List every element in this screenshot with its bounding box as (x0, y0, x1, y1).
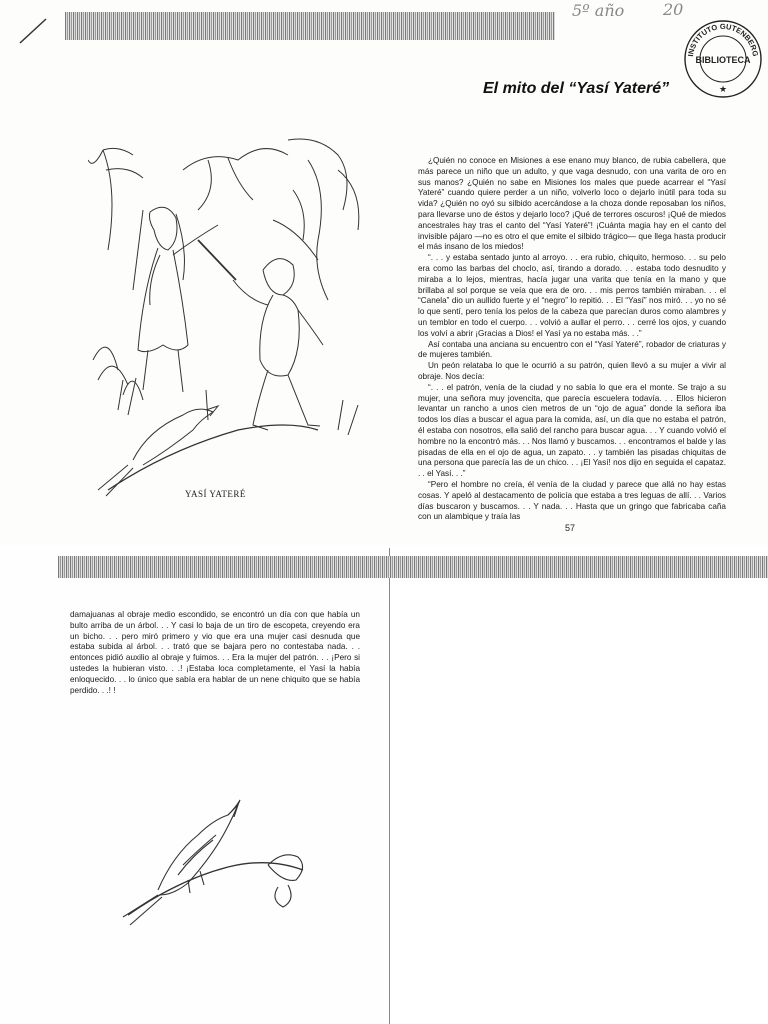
header-hatch-band (65, 12, 555, 40)
svg-text:★: ★ (718, 84, 728, 94)
stamp-ring-text: INSTITUTO GUTENBERG (686, 21, 760, 58)
stamp-center-text: BIBLIOTECA (695, 55, 751, 65)
page-edge-line (389, 548, 390, 1024)
page-number: 57 (565, 523, 576, 533)
right-column-text (418, 156, 726, 523)
header-hatch-band-lower (58, 556, 768, 578)
paragraph: “. . . y estaba sentado junto al arroyo. . . era rubio, chiquito, hermoso. . . su pelo era como las barbas del choclo, así, tirando a dorado. . . estaba todo desnudito y miraba a lo lejos, mientras, hacía jugar una varita que tenía en la mano y que brillaba al sol porque se veía que era de oro. . . mis perros también miraban. . . el “Canela” dio un aullido fuerte y el “negro” lo repitió. . . El “Yasí” nos miró. . . yo no sé lo que sentí, pero tenía los pelos de la cabeza que parecían duros como alambres y un temblor en todo el cuerpo. . . volvió a aullar el perro. . . cerré los ojos, y cuando los volví a abrir ¡Gracias a Dios! el Yasí ya no estaba más. . .” (418, 253, 726, 338)
paragraph: “Pero el hombre no creía, él venía de la ciudad y parece que allá no hay estas cosas. Y apeló al destacamento de policía que estaba a tres leguas de allí. . . Varios días buscaron y buscamos. . . Y nada. . . Hasta que un gringo que fabricaba caña con un alambique y traía las (418, 479, 726, 522)
paragraph: damajuanas al obraje medio escondido, se encontró un día con que había un bulto arriba de un árbol. . . Y casi lo baja de un tiro de escopeta, creyendo era un bicho. . . pero miró primero y vio que era una mujer casi desnuda que estaba subida al árbol. . . trató que se bajara pero no contestaba nada. . . entonces pidió auxilio al obraje y fuimos. . . Era la mujer del patrón. . . ¡Pero si ustedes la hubieran visto. . .! ¡Estaba loca completamente, el Yasí la había enloquecido. . . lo único que sabía era hablar de un nene chiquito que se había perdido. . .! ! (70, 610, 360, 695)
pen-mark (18, 15, 48, 45)
paragraph: “. . . el patrón, venía de la ciudad y no sabía lo que era el monte. Se trajo a su mujer, una señora muy jovencita, que parecía escuelera todavía. . . Ellos hicieron levantar un rancho a unos cien metros de un “ojo de agua” donde la señora iba todos los días a buscar el agua para la comida, así, un día que no estaba el patrón, él estaba con nosotros, ella salió del rancho para buscar agua. . . Y cuando volvió el hombre no la encontró más. . . Nos llamó y buscamos. . . encontramos el balde y las pisadas de ella en el ojo de agua, un zapato. . . y también las pisadas chiquitas de una persona que parecía las de un chico. . . ¡El Yasí! nos dijo en seguida el capataz. . . el Yasí. . .” (418, 382, 726, 479)
paragraph: Un peón relataba lo que le ocurrió a su patrón, quien llevó a su mujer a vivir al obraje. Nos decía: (418, 361, 726, 381)
paragraph: ¿Quién no conoce en Misiones a ese enano muy blanco, de rubia cabellera, que más parece un niño que un adulto, y que vaga desnudo, con una varita de oro en sus manos? ¿Quién no sabe en Misiones los males que puede acarrear el “Yasí Yateré” cuando quiere perder a un niño, volverlo loco o dejarlo inútil para toda su vida? ¿Quién no oyó su silbido acercándose a la choza donde reposaban los niños, para llevarse uno de éstos y dejarlo loco? ¡Qué de terrores oscuros! ¡Qué de miedos ancestrales hay tras el canto del “Yasí Yateré”! ¡Cuánta magia hay en el canto del invisible pájaro —no es otro el que emite el silbido trágico— que llega hasta producir el más insano de los miedos! (418, 156, 726, 252)
illustration-caption: YASÍ YATERÉ (185, 489, 246, 499)
handwritten-page-number: 20 (663, 0, 684, 19)
library-stamp (682, 18, 764, 100)
svg-text:INSTITUTO GUTENBERG (686, 22, 760, 57)
yasi-yatere-illustration (88, 130, 368, 498)
article-title: El mito del “Yasí Yateré” (483, 80, 670, 97)
left-column-text (70, 610, 360, 696)
handwritten-year: 5º año (572, 1, 625, 20)
bird-illustration (118, 795, 318, 930)
paragraph: Así contaba una anciana su encuentro con el “Yasí Yateré”, robador de criaturas y de mujeres también. (418, 339, 726, 360)
